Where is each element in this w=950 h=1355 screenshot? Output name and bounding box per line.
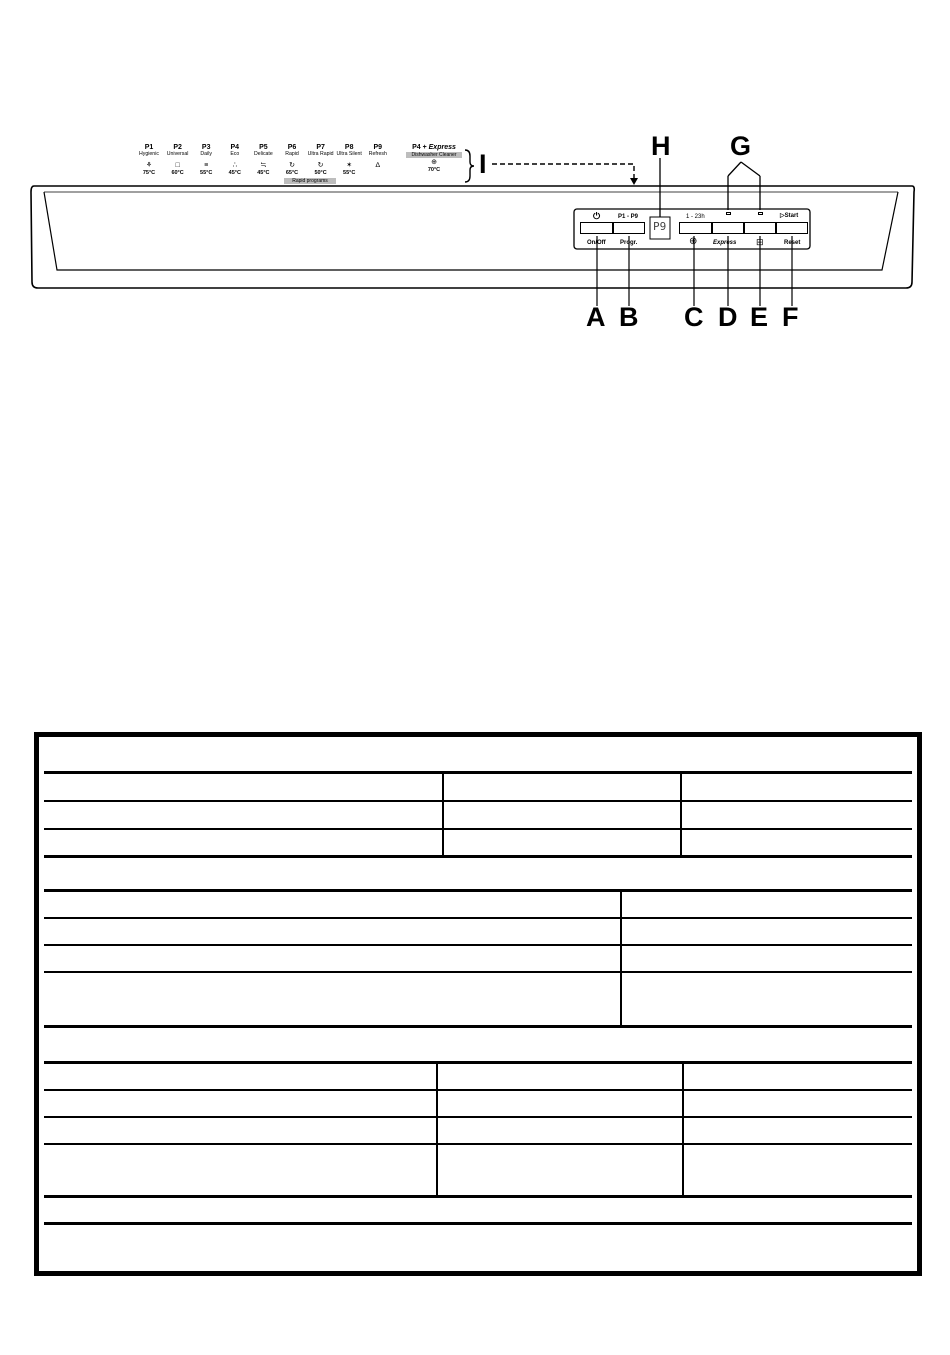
programme-number: P3 (201, 144, 211, 151)
table-row (44, 1091, 912, 1118)
callout-g: G (730, 131, 752, 161)
table-row (44, 1198, 912, 1225)
programme-temp: 55°C (343, 170, 356, 176)
programme-p9 (361, 144, 395, 179)
table-cell (442, 802, 444, 828)
dishwasher-cleaner-badge: Dishwasher Cleaner (406, 152, 462, 158)
programme-name: Daily (200, 151, 212, 157)
p4-express-temp: 70°C (427, 167, 441, 173)
programme-number: P2 (173, 144, 182, 151)
table-cell (436, 1064, 438, 1089)
callout-c: C (684, 302, 704, 332)
digit-display: P9 (653, 220, 667, 233)
delay-range-label: 1 - 23h (686, 214, 705, 220)
callout-b: B (619, 302, 639, 332)
table-cell (442, 774, 444, 800)
table-cell (436, 1118, 438, 1143)
table-cell (442, 830, 444, 855)
express-button[interactable] (712, 222, 744, 234)
programme-name: Rapid (285, 151, 299, 157)
rapid-icon: ↻ (289, 162, 295, 169)
programme-name: Ultra Rapid (307, 151, 334, 157)
programme-temp: 65°C (285, 170, 299, 176)
table-cell (680, 830, 682, 855)
programme-temp (361, 171, 395, 179)
table-row (44, 919, 912, 946)
table-cell (682, 1118, 684, 1143)
table-cell (620, 946, 622, 971)
programme-name: Hygienic (139, 151, 159, 157)
programme-number: P8 (344, 144, 354, 151)
table-row (44, 1118, 912, 1145)
programme-name: Delicate (254, 151, 273, 157)
on-off-button[interactable] (580, 222, 613, 234)
rapid-programs-band: Rapid programs (284, 178, 336, 184)
table-cell (620, 919, 622, 944)
indicator-led-express (726, 212, 731, 215)
table-cell (436, 1145, 438, 1195)
delay-icon: ⊕ (689, 236, 698, 247)
dishes-icon: ≡ (204, 162, 209, 169)
table-section-header (44, 1028, 912, 1064)
table-row (44, 946, 912, 973)
table-cell (436, 1091, 438, 1116)
table-section-header (44, 858, 912, 892)
table-row (44, 1064, 912, 1091)
programme-temp: 55°C (200, 170, 213, 176)
half-load-icon: ⊟ (756, 237, 764, 247)
p4-express-label: P4 + (412, 144, 429, 151)
table-cell (620, 892, 622, 917)
table-section-header (44, 737, 912, 774)
programme-name: Ultra Silent (336, 151, 362, 157)
programme-temp: 50°C (314, 170, 327, 176)
programme-temp: 60°C (171, 170, 184, 176)
delay-start-button[interactable] (679, 222, 712, 234)
callout-d: D (718, 302, 738, 332)
table-cell (682, 1145, 684, 1195)
programme-number: P7 (316, 144, 325, 151)
start-reset-button[interactable] (776, 222, 808, 234)
programme-name: Eco (230, 151, 240, 157)
silent-icon: ✶ (346, 162, 353, 169)
callout-f: F (782, 302, 799, 332)
callout-a: A (586, 302, 606, 332)
table-row (44, 973, 912, 1028)
progr-label: Progr. (620, 240, 638, 246)
eco-icon: ∴ (232, 162, 238, 169)
reset-label: Reset (784, 240, 801, 246)
table-row (44, 774, 912, 802)
prog-range-label: P1 - P9 (618, 214, 639, 220)
callout-i: I (479, 149, 487, 179)
table-row (44, 802, 912, 830)
ultra-rapid-icon: ↻ (317, 162, 324, 169)
on-off-label: On/Off (587, 240, 606, 246)
programme-number: P4 (230, 144, 240, 151)
table-row (44, 892, 912, 919)
glass-icon: ≒ (260, 162, 267, 169)
start-label: ▷Start (780, 213, 799, 219)
programme-temp: 75°C (142, 170, 156, 176)
table-cell (680, 774, 682, 800)
callout-e: E (750, 302, 769, 332)
power-icon: ⏻ (593, 211, 601, 221)
programme-name: Universal (166, 151, 189, 157)
programme-number: P9 (373, 144, 383, 151)
express-logo: Express (428, 144, 456, 151)
program-button[interactable] (613, 222, 645, 234)
callout-h: H (651, 131, 671, 161)
programme-p4-express (404, 144, 464, 176)
table-cell (680, 802, 682, 828)
table-footer (44, 1225, 912, 1271)
express-logo-panel: Express (713, 240, 737, 246)
programme-temp: 45°C (228, 170, 241, 176)
pot-icon: □ (175, 162, 180, 169)
table-row (44, 830, 912, 858)
table-cell (620, 973, 622, 1025)
programme-number: P5 (259, 144, 268, 151)
programme-number: P6 (287, 144, 297, 151)
table-cell (682, 1091, 684, 1116)
bacteria-icon: ⚘ (145, 162, 153, 169)
indicator-led-half-load (758, 212, 763, 215)
cleaner-icon: ⊕ (431, 159, 437, 166)
programme-number: P1 (144, 144, 154, 151)
table-cell (682, 1064, 684, 1089)
programme-temp: 45°C (257, 170, 270, 176)
programme-name: Refresh (368, 151, 387, 157)
table-row (44, 1145, 912, 1198)
refresh-icon: ∆ (375, 162, 380, 169)
blank-table (34, 732, 922, 1276)
half-load-button[interactable] (744, 222, 776, 234)
